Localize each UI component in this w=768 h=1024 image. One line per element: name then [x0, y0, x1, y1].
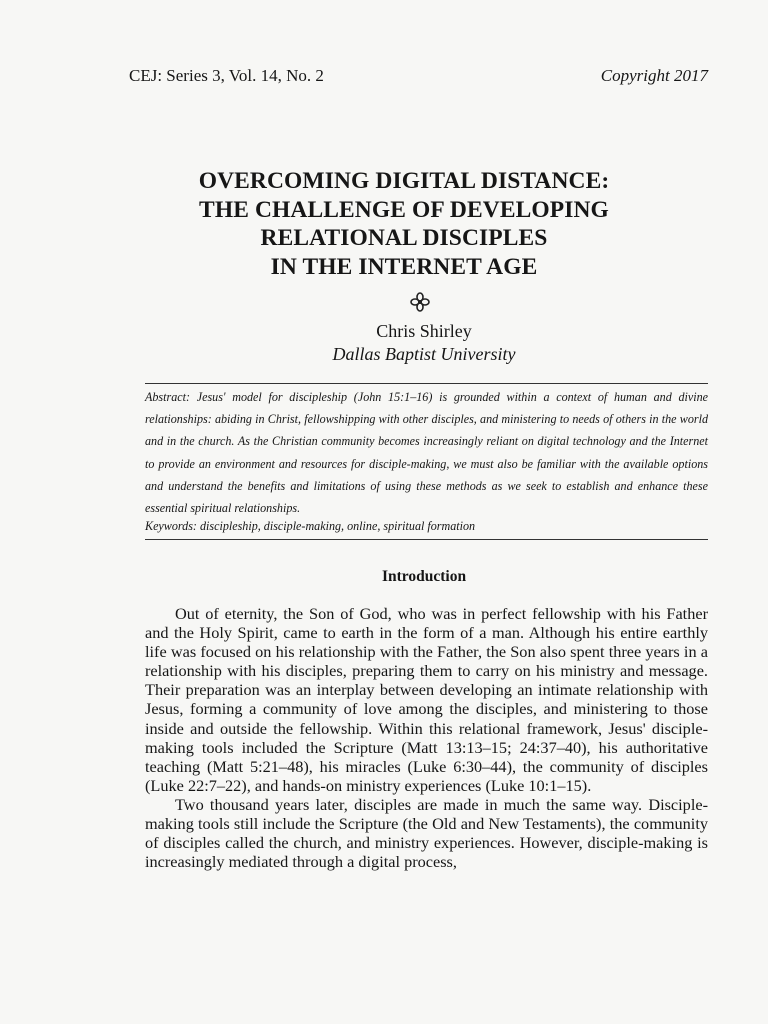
title-line-4: IN THE INTERNET AGE: [270, 253, 538, 280]
body-text: [145, 604, 708, 871]
section-heading-text: Introduction: [381, 568, 467, 585]
keywords: Keywords: discipleship, disciple-making, online, spiritual formation: [145, 519, 476, 533]
article-title: [0, 167, 768, 281]
title-line-2: THE CHALLENGE OF DEVELOPING: [199, 196, 609, 223]
abstract: Abstract: Jesus' model for discipleship (John 15:1–16) is grounded within a context of human and divine relationships: abiding in Christ, fellowshipping with other disciples, and ministering to needs of others in the world and in the church. As the Christian community becomes increasingly reliant on digital technology and the Internet to provide an environment and resources for disciple-making, we must also be familiar with the available options and understand the benefits and limitations of using these methods as we seek to establish and enhance these essential spiritual relationships.: [145, 390, 708, 516]
author-affiliation: Dallas Baptist University: [332, 344, 516, 364]
copyright-notice: Copyright 2017: [600, 66, 708, 85]
author-block: [0, 320, 768, 366]
floral-ornament-icon: [410, 292, 430, 312]
paragraph: Out of eternity, the Son of God, who was in perfect fellowship with his Father and the Holy Spirit, came to earth in the form of a man. Although his entire earthly life was focused on his relationship with the Father, the Son also spent three years in a relationship with his disciples, preparing them to carry on his ministry and message. Their preparation was an interplay between developing an intimate relationship with Jesus, forming a community of love among the disciples, and ministering to those inside and outside the fellowship. Within this relational framework, Jesus' disciple-making tools included the Scripture (Matt 13:13–15; 24:37–40), his authoritative teaching (Matt 5:21–48), his miracles (Luke 6:30–44), the community of disciples (Luke 22:7–22), and hands-on ministry experiences (Luke 10:1–15).: [145, 604, 708, 795]
author-name: Chris Shirley: [376, 321, 472, 341]
abstract-bottom-rule: [145, 539, 708, 540]
running-header: [129, 66, 708, 86]
title-line-1: OVERCOMING DIGITAL DISTANCE:: [198, 168, 610, 194]
abstract-top-rule: [145, 383, 708, 384]
title-line-3: RELATIONAL DISCIPLES: [260, 225, 548, 251]
section-heading: [0, 568, 768, 586]
paragraph: Two thousand years later, disciples are made in much the same way. Disciple-making tools still include the Scripture (the Old and New Testaments), the community of disciples called the church, and ministry experiences. However, disciple-making is increasingly mediated through a digital process,: [145, 794, 708, 872]
journal-citation: CEJ: Series 3, Vol. 14, No. 2: [129, 66, 324, 85]
